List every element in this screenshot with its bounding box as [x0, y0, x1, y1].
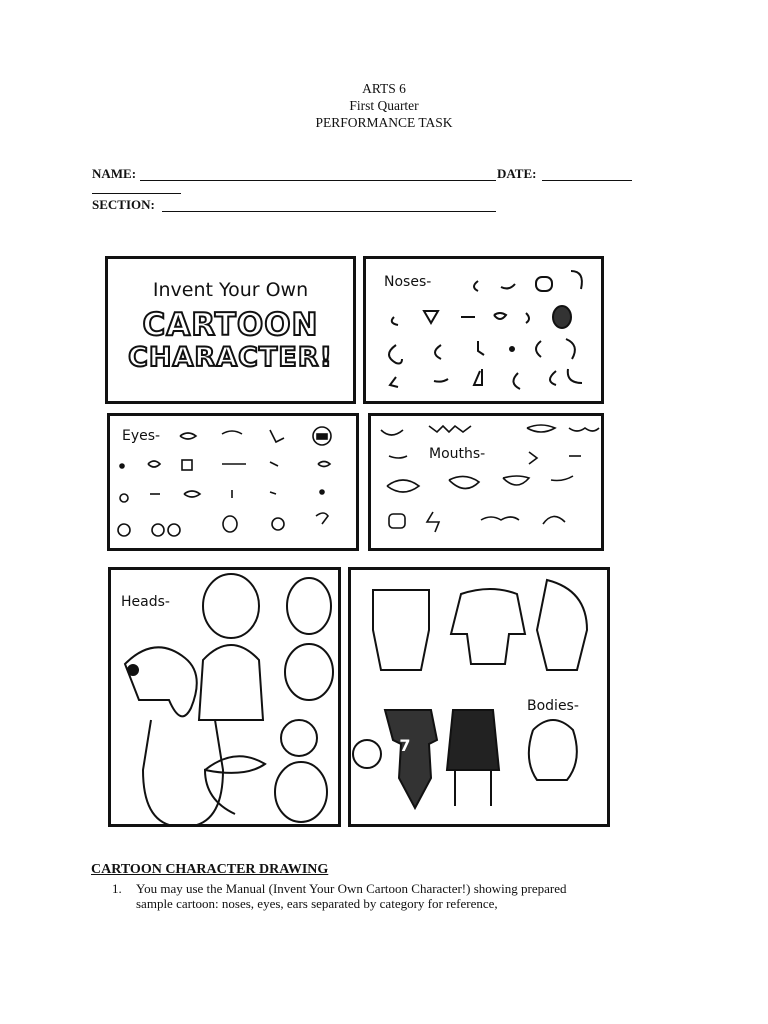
mouth-shape — [449, 476, 479, 488]
nose-shape — [389, 345, 402, 364]
nose-shape — [390, 377, 398, 387]
subject-title: ARTS 6 — [362, 81, 406, 96]
body-shape — [353, 740, 381, 768]
body-shape — [455, 770, 491, 806]
bodies-panel — [348, 567, 610, 827]
mouths-label: Mouths- — [429, 446, 486, 462]
mouth-shape — [389, 514, 405, 528]
nose-shape — [553, 306, 571, 328]
eye-shape — [120, 464, 124, 468]
head-shape — [143, 720, 223, 826]
section-label: SECTION: — [92, 197, 155, 212]
head-shape — [125, 647, 197, 716]
eye-shape — [118, 524, 130, 536]
eye-shape — [180, 433, 196, 439]
quarter-title: First Quarter — [349, 98, 419, 113]
mouths-panel — [368, 413, 604, 551]
eye-shapes — [110, 416, 362, 554]
nose-shape — [494, 313, 506, 319]
mouth-shape — [481, 517, 519, 520]
mouth-shape — [543, 516, 565, 524]
mouth-shape — [387, 480, 419, 492]
nose-shape — [536, 341, 541, 357]
mouth-shape — [527, 425, 555, 432]
head-shapes — [111, 570, 344, 830]
name-field[interactable] — [140, 180, 496, 181]
eye-shape — [316, 513, 328, 524]
nose-shape — [501, 284, 515, 288]
body-shape — [537, 580, 587, 670]
eye-shape — [184, 491, 200, 497]
bodies-label: Bodies- — [527, 698, 579, 714]
nose-shape — [571, 271, 582, 289]
head-shape — [205, 756, 265, 814]
list-item-line1: You may use the Manual (Invent Your Own Cartoon Character!) showing prepared — [136, 881, 567, 896]
eye-shape — [222, 431, 242, 434]
eye-shape — [320, 490, 324, 494]
task-title: PERFORMANCE TASK — [315, 115, 453, 130]
eyes-panel — [107, 413, 359, 551]
head-shape — [281, 720, 317, 756]
nose-shape — [550, 371, 556, 385]
nose-shape — [566, 339, 575, 359]
heads-label: Heads- — [121, 594, 170, 610]
section-field[interactable] — [162, 211, 496, 212]
body-shape — [385, 710, 437, 808]
name-label: NAME: — [92, 166, 137, 181]
section-heading: CARTOON CHARACTER DRAWING — [91, 862, 329, 877]
nose-shape — [424, 311, 438, 323]
eye-shape — [152, 524, 164, 536]
mouth-shape — [569, 428, 599, 431]
body-shape — [447, 710, 499, 770]
nose-shape — [513, 373, 520, 389]
nose-shape — [474, 281, 478, 291]
nose-shape — [392, 317, 398, 325]
eye-shape — [270, 462, 278, 466]
mouth-shape — [389, 456, 407, 458]
mouth-shape — [551, 476, 573, 481]
head-shape — [199, 645, 263, 720]
list-item-line2: sample cartoon: noses, eyes, ears separated by category for reference, — [136, 896, 498, 911]
head-shape — [287, 578, 331, 634]
date-field-continued[interactable] — [92, 193, 181, 194]
date-field[interactable] — [542, 180, 632, 181]
nose-shape — [526, 313, 529, 323]
list-item-number: 1. — [112, 881, 122, 896]
nose-shape — [536, 277, 552, 291]
mouth-shape — [529, 452, 537, 464]
nose-shape — [510, 347, 514, 351]
nose-shape — [435, 345, 441, 359]
worksheet-title-line3: CHARACTER! — [128, 342, 333, 373]
body-shape — [373, 590, 429, 670]
eye-shape — [270, 492, 276, 494]
date-label: DATE: — [497, 166, 537, 181]
body-shape — [451, 589, 525, 664]
eye-shape — [317, 434, 327, 439]
heads-panel — [108, 567, 341, 827]
body-shape — [529, 720, 577, 780]
mouth-shape — [429, 426, 471, 432]
nose-shape — [434, 379, 448, 382]
eye-shape — [148, 461, 160, 467]
noses-panel — [363, 256, 604, 404]
body-shapes — [351, 570, 613, 830]
eye-shape — [270, 430, 284, 442]
noses-label: Noses- — [384, 274, 432, 290]
eye-shape — [120, 494, 128, 502]
head-shape — [128, 665, 138, 675]
eye-shape — [182, 460, 192, 470]
eye-shape — [318, 462, 330, 467]
nose-shape — [568, 369, 582, 383]
mouth-shapes — [371, 416, 607, 554]
nose-shape — [478, 341, 484, 355]
nose-shape — [474, 369, 482, 385]
eyes-label: Eyes- — [122, 428, 161, 444]
mouth-shape — [503, 476, 529, 485]
mouth-shape — [381, 430, 403, 435]
jersey-number: 7 — [399, 736, 411, 755]
head-shape — [285, 644, 333, 700]
head-shape — [203, 574, 259, 638]
worksheet-title-line1: Invent Your Own — [152, 279, 309, 301]
head-shape — [275, 762, 327, 822]
mouth-shape — [427, 512, 439, 532]
eye-shape — [272, 518, 284, 530]
nose-shapes — [366, 259, 607, 407]
worksheet-title-line2: CARTOON — [142, 307, 319, 343]
title-panel — [105, 256, 356, 404]
eye-shape — [168, 524, 180, 536]
eye-shape — [223, 516, 237, 532]
